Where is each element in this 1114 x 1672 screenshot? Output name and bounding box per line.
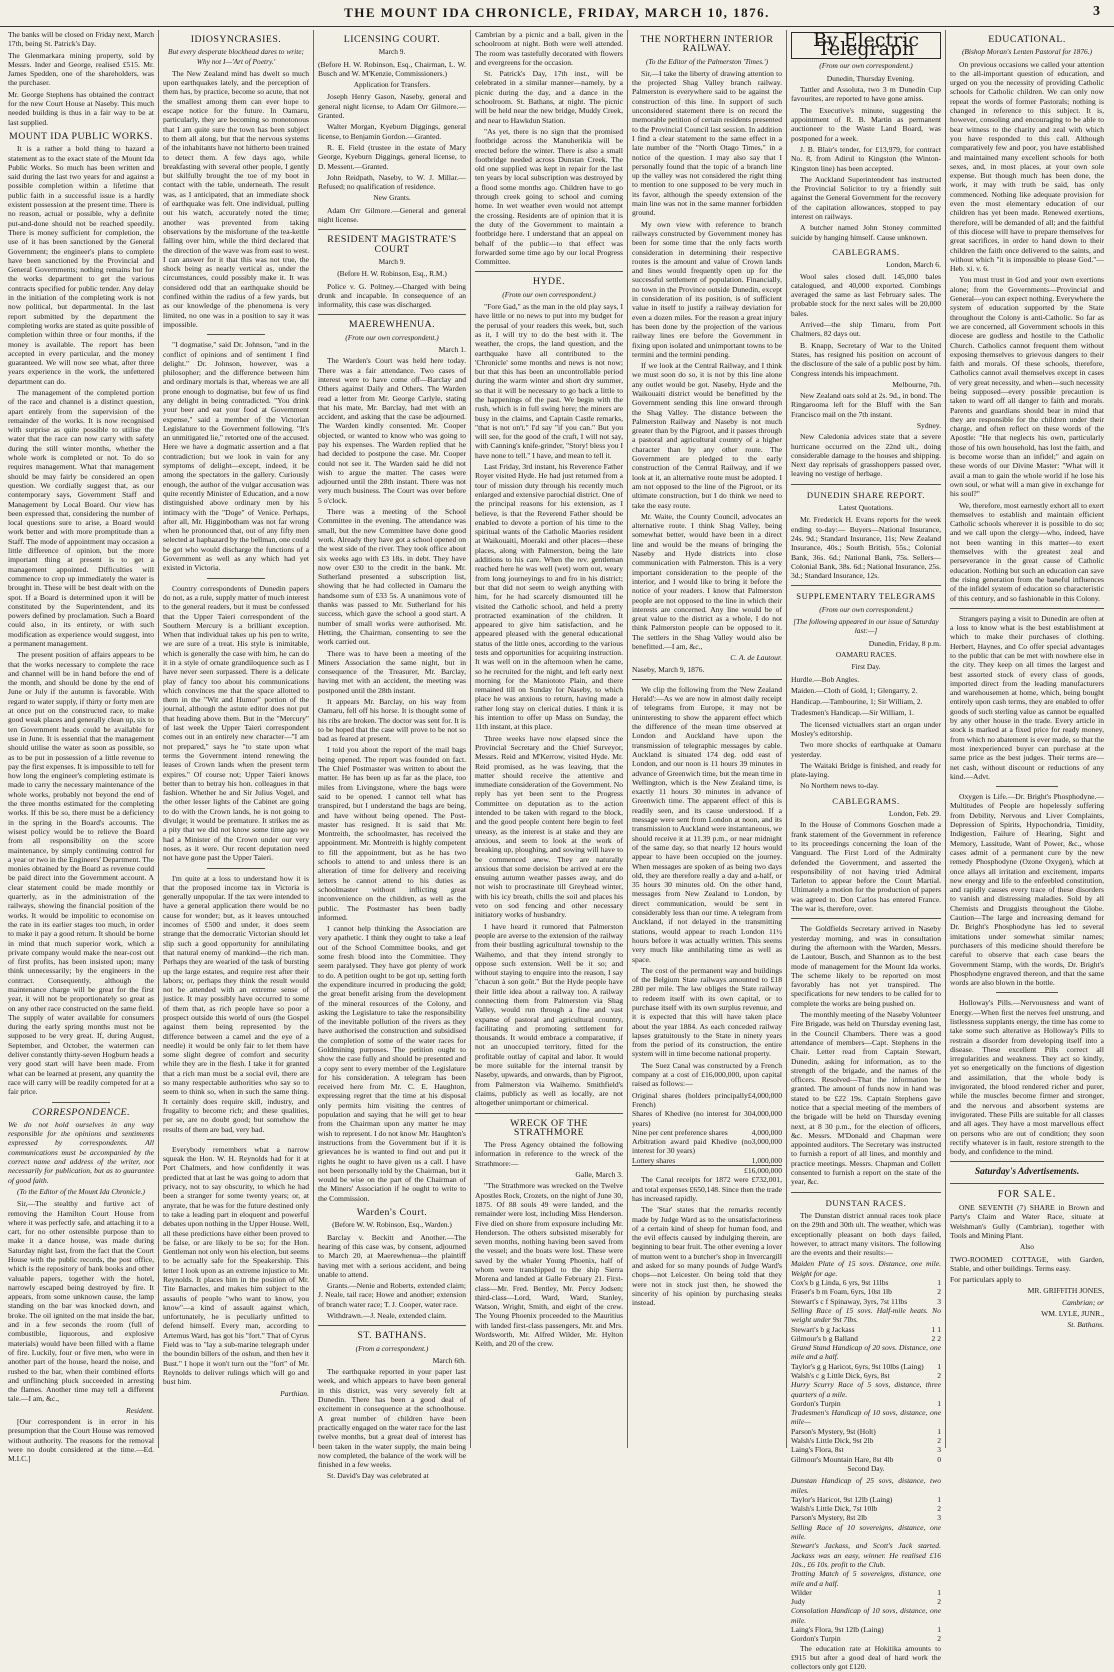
subheading: First Day.	[851, 662, 881, 672]
bench-note: (Before H. W. Robinson, Esq., Chairman, L. W. Busch and W. M'Kenzie, Commissioners.)	[318, 59, 466, 78]
divider	[791, 585, 941, 586]
article-paragraph: The Warden's Court was held here today. There was a fair attendance. Two cases of interest were to have come off—Barclay and Others against Daily and Others. The Warden read a letter from Mr. George Carlyle, stating that his mate, Mr. Barclay, had met with an accident, and asking that the case be adjourned. The Warden kindly consented. Mr. Cooper objected, or wanted to know who was going to pay his expenses. The Warden replied that he had decided to postpone the case. Mr. Cooper could not see it. The Warden said he did not wish to argue the matter. The cases were adjourned until the 28th instant. There was not very much business. The Court was over before 5 o'clock.	[318, 356, 466, 505]
race-entry: Gordon's Turpin	[791, 1398, 841, 1408]
divider	[52, 1102, 110, 1103]
court-item: Walter Morgan, Kyeburn Diggings, general license, to Benjamin Gordon.—Granted.	[318, 122, 466, 141]
race-entry: Fraser's b m Foam, 6yrs, 10st 1lb	[791, 1287, 892, 1297]
editorial-note: [The following appeared in our issue of Saturday last:—]	[793, 617, 939, 636]
article-paragraph: You must trust in God and your own exertions alone; from the Governments—Provincial and General—you can expect nothing. Everywhere the system of education supported by the State throughout the Colony is anti-Catholic. So far as we are concerned, all Government schools in this diocese are godless and hostile to the Catholic Church. Catholics cannot frequent them without exposing themselves to grievous dangers to their faith and morals. Of these schools, therefore, Catholics cannot avail themselves except in cases of very great necessity, and when—such necessity being supposed—every possible precaution is taken to ward off all danger to faith and morals. Parents and guardians should bear in mind that they are responsible for the children under their charge, and often reflect on these words of the Apostle: "He that neglects his own, particularly those of his own household, has lost the faith, and is become worse than an infidel;" and again on these words of our Divine Master: "What will it avail a man to gain the whole world if he lose his own soul, or what will a man give in exchange for his soul?"	[950, 275, 1104, 499]
race-results-day1	[791, 1259, 941, 1464]
telegram-item: Handicap.—Tambourine, 1; Sir William, 2.	[791, 697, 923, 707]
letter-body: Mr. Waite, the County Council, advocates an alternative route. I think Shag Valley, being somewhat better, would have been in a direct line and would be the means of bringing the Naseby and Hyde districts into close communication with Palmerston. This is a very important consideration to the people of the interior, and I would like to bring it before the notice of your readers. I know that Palmerston people are not opposed to the line in which their interests are concerned. Any line would be of great value to the district as a whole, I do not think Palmerston people can be opposed to it. The settlers in the Shag Valley would also be benefitted.—I am, &c.,	[632, 511, 782, 651]
dateline: March 9.	[378, 47, 406, 57]
race-entry: Hurry Scurry Race of 5 sovs, distance, three quarters of a mile.	[791, 1380, 941, 1399]
race-entry: Gordon's Turpin	[791, 1634, 841, 1644]
suez-row	[632, 1091, 782, 1110]
ad-contact: Cambrian; or	[1062, 1297, 1104, 1307]
suez-total-row	[632, 1165, 782, 1175]
dateline: Melbourne, 7th.	[892, 379, 941, 389]
dateline: March 1.	[438, 345, 466, 355]
news-note: The banks will be closed on Friday next, March 17th, being St. Patrick's Day.	[8, 30, 154, 49]
article-paragraph: The Goldfields Secretary arrived in Naseby yesterday morning, and was in consultation during the afternoon with the Warden, Messrs. de Lautour, Busch, and Shannon as to the best mode of management for the Mount Ida works. The scheme likely to be reported on most favorably has not yet transpired. The specifications for new tenders to be called for to complete the works are being pushed on.	[791, 924, 941, 1008]
advertisement: Strangers paying a visit to Dunedin are often at a loss to know what is the best establishment at which to make their purchases of clothing. Herbert, Haynes, and Co offer special advantages to the public that can be met with nowhere else in the city. They keep on all times the largest and best assorted stock of every class of goods, imported direct from the leading manufacturers and warehousemen at home, which, being bought entirely upon cash terms, they are enabled to offer goods of such sterling value as cannot be equalled by any other house in the trade. Every article in stock is marked at a fixed price for ready money, from which no abatement is ever made, so that the most inexperienced buyer can purchase at the same price as the best judges. Their terms are—net cash, without discount or reductions of any kind.—Advt.	[950, 613, 1104, 781]
article-paragraph: Everybody remembers what a narrow squeak the Hon. W. H. Reynolds had for it at Port Chalmers, and how confidently it was predicted that at last he was going to adorn that privacy, not to say obscurity, to which he had been a stranger for some twenty years; or, at anyrate, that he was for the future destined only to take a leading part in eloquent and powerful debates upon nothing in the Upper House. Well, all these predictions have either been proved to be false, or are likely to be so; for the Hon. Gentleman not only won his election, but seems to be actually safe for the Speakership. This letter I look upon as an extreme injustice to Mr. Reynolds. It places him in the position of Mr. Tite Barnacles, and makes him subject to the assaults of people "who want to know, you know"—a kind of assault against which, unfortunately, he is peculiarly unfitted to defend himself. Every man, according to Artemus Ward, has got his "fort." That of Cyrus Field was to "lay a sub-marine telegraph under the boundin billers of the oshun, and then hev it Bust." I hope it won't turn out the "fort" of Mr. Reynolds to deliver rulings which will go and bust him.	[163, 1144, 309, 1387]
race-result-row	[791, 1399, 941, 1408]
column-5	[632, 30, 782, 1448]
dateline: March 9.	[378, 256, 406, 266]
race-placing: 2	[937, 1597, 941, 1607]
column-4	[475, 30, 623, 1448]
telegram-item: A butcher named John Stoney committed suicide by hanging himself. Cause unknown.	[791, 223, 941, 242]
article-paragraph: The Dunstan district annual races took place on the 29th and 30th ult. The weather, which was exceptionally pleasant on both days failed, however, to attract many visitors. The following are the events and their results:—	[791, 1210, 941, 1258]
telegram-item: Maiden.—Cloth of Gold, 1; Glengarry, 2.	[791, 685, 918, 695]
editorial-note: We do not hold ourselves in any way responsible for the opinions and sentiments expressed by correspondents. All communications must be accompanied by the correct name and address of the writer, not necessarily for publication, but as to guarantee of good faith.	[8, 1119, 154, 1185]
letter-signature: Resident.	[125, 1405, 154, 1415]
race-placing: 1	[937, 1398, 941, 1408]
court-item: R. E. Field (trustee in the estate of Mary George, Kyeburn Diggings, general license, to D. Messent.—Granted.	[318, 142, 466, 171]
dateline: Naseby, March 9, 1876.	[632, 664, 705, 674]
article-paragraph: We, therefore, most earnestly exhort all to exert themselves to establish and maintain efficient Catholic schools wherever it is possible to do so; and we call upon the clergy—who, indeed, have not been wanting in this matter—to exert themselves with the greatest zeal and perseverance in the great cause of Catholic education. Nothing but such an education can save the rising generation from the baneful influences of the infidel system of education so characteristic of this century, and so fashionable in this Colony.	[950, 500, 1104, 603]
column-rule	[627, 30, 628, 1448]
ad-contact: MR. GRIFFITH JONES,	[1027, 1286, 1104, 1296]
race-entry: Walsh's Little Dick, 7st 10lb	[791, 1504, 878, 1514]
race-entry: Cox's b g Linda, 6 yrs, 9st 11lbs	[791, 1278, 889, 1288]
byline: (From our own correspondent.)	[819, 60, 913, 70]
race-entry: Dunstan Handicap of 25 sovs, distance, two miles.	[791, 1476, 941, 1495]
race-entry: Taylor's Haricot, 9st 12lb (Laing)	[791, 1494, 893, 1504]
section-heading: THE NORTHERN INTERIOR RAILWAY.	[640, 34, 774, 55]
suez-row	[632, 1128, 782, 1137]
race-placing: 1	[937, 1361, 941, 1371]
divider	[207, 578, 265, 579]
race-result-row	[791, 1455, 941, 1464]
divider	[950, 608, 1104, 609]
article-paragraph: The monthly meeting of the Naseby Volunteer Fire Brigade, was held on Thursday evening last, in the Council Chambers. There was a good attendance of members—Capt. Stephens in the Chair. Letter read from Captain Stewart, Dunedin, asking for information, as to the strength of the brigade, and the names of the officers. Resolved—That the information be granted. The amount of funds now in hand was stated to be £22 19s. Captain Stephens gave notice that a special meeting of the members of the brigade will be held on Thursday evening next, at 8 30 p.m., for the election of officers, &c. Messrs. M'Donald and Chapman were appointed auditors. The Secretary was instructed to furnish a report of all lines, and monthly and practice meetings. Messrs. Chapman and Collett consented to furnish a report on the state of the year, &c.	[791, 1010, 941, 1187]
article-paragraph: The Suez Canal was constructed by a French company at a cost of £16,000,000, upon capital raised as follows:—	[632, 1060, 782, 1089]
article-paragraph: "I dogmatise," said Dr. Johnson, "and in the conflict of opinions and of sentiment I find delight." Dr. Johnson, however, was a philosopher; and the difference between him and ordinary mortals is that, whereas we are all prone enough to dogmatise, but few of us find any delight in being contradicted. "You drink your beer and eat your food at Government expense," said a member of the Victorian Legislature to the Government following. "It's an unmitigated lie," retorted one of the accused. Here we have a dogmatic assertion and a flat contradiction; but we look in vain for any symptoms of delight—except, indeed, it be among the spectators in the gallery. Curiously enough, the author of the vulgar accusation was quite recently Minister of Education, and a now distinguished above ordinary men by his intimacy with the "Doge" of Venice. Perhaps, after all, Mr. Higginbotham was not far wrong when he pronounced that, out of any fifty men selected at haphazard by the bellman, one could be got who would discharge the functions of a Government as well as any which had yet existed in Victoria.	[163, 340, 309, 573]
article-paragraph: "The Strathmore was wrecked on the Twelve Apostles Rock, Crozets, on the night of June 30, 1875. Of 88 souls 49 were landed, and the remainder were lost, including Miss Henderson. Five died on shore from exposure including Mr. Henderson. The others subsisted miserably for seven months, nothing having been saved from the vessel; and the boats were lost. These were saved by the whaler Young Phoenix, half of whom were transhipped to the ship Sierra Morena and landed at Galle February 21. First-class—Mr. Fred. Bentley, Mr. Percy Jodsen; third-class—Lord, Ward, Ward, Stanley, Watson, Wright, Smith, and eight of the crew. The Young Phoenix proceeded to the Mauritius with landed first-class passengers, Mr. and Mrs. Wordsworth, Mr. Alfred Wilder, Mr. Hylton Keith, and 20 of the crew.	[475, 1181, 623, 1349]
race-result-row	[791, 1371, 941, 1380]
divider	[950, 1183, 1104, 1184]
telegram-item: B. Knapp, Secretary of War to the United States, has resigned his position on account of the disclosure of the sale of a public post by him. Congress intends his impeachment.	[791, 340, 941, 378]
divider	[475, 1113, 623, 1114]
letter-body: If we look at the Central Railway, and I think we must soon do so, it is not by this line alone any outlet would be got. Naseby, Hyde and the Waikouaiti district would be benefitted by the Government sending this line onward through the Shag Valley. The distance between the Palmerston Railway and Naseby is not much greater than by the Pigroot, and it passes through a pastoral and agricultural country of a higher character than by any other route. The Government are pledged to the early construction of the Central Railway, and if we look at it, an alternative route must be adopted. I am not opposed to the line of the Pigroot, or its ultimate construction, but I do think we need to take the easy route.	[632, 361, 782, 510]
subheading: Second Day.	[847, 1463, 885, 1473]
dateline: Dunedin, Friday, 8 p.m.	[868, 638, 941, 648]
divider	[318, 1325, 466, 1326]
section-heading: ST. BATHANS.	[357, 1330, 427, 1342]
subheading: Application for Transfers.	[353, 80, 431, 90]
masthead	[0, 0, 1114, 27]
dateline: Dunedin, Thursday Evening.	[826, 73, 915, 83]
ad-text: For particulars apply to	[950, 1275, 1022, 1285]
advertisement: Oxygen is Life.—Dr. Bright's Phosphodyne.—Multitudes of People are hopelessly suffering from Debility, Nervous and Liver Complaints, Depression of Spirits, Hypochondria, Timidity, Indigestion, Failure of Hearing, Sight and Memory, Lassitude, Want of Power, &c., whose cases admit of a permanent cure by the new remedy Phosphodyne (Ozone Oxygen), which at once allays all irritation and excitement, imparts new energy and life to the enfeebled constitution, and rapidly causes every trace of these disorders to vanish and distressing maladies. Sold by all Chemists and Druggists throughout the Globe. Caution—The large and increasing demand for Dr. Bright's Phosphodyne has led to several imitations under somewhat similar names; purchasers of this medicine should therefore be careful to observe that each case bears the Government Stamp, with the words, Dr. Bright's Phosphodyne engraved thereon, and that the same words are also blown in the bottle.	[950, 792, 1104, 988]
race-placing: 1	[937, 1587, 941, 1597]
article-paragraph: I cannot help thinking the Association are very apathetic. I think they ought to take a leaf out of the School Committee books, and get some fresh blood into the Committee. They seem paralysed. They have got plenty of work to do. A petition ought to be got up, setting forth the expenditure incurred in producing the gold; the great benefit arising from the development of the mineral resources of the Colony, and asking the Legislature to take the responsibility of the inevitable pollution of the rivers as they have authorised the construction and subsidised the completion of some of the water races for Goldmining purposes. The petition ought to show the case fully and should be presented and a copy sent to every member of the Legislature for his consideration. A telegram has been received here from Mr. C. E. Haughton, expressing regret that the time at his disposal only permits him visiting the centres of population and saying that he will get to hear from the Chairman upon any matter he may wish to represent. I do not know Mr. Haughton's instructions from the Government but if it is grievances he is wanted to find out and put it rights he ought to have given us a call. I have not been personally told by the Chairman, but it would be wise on the part of the Chairman of the Miners' Association if he ought to write to the Commission.	[318, 924, 466, 1203]
race-entry: Stewart's c f Spinaway, 3yrs, 7st 11lbs	[791, 1296, 908, 1306]
suez-label: Arbitration award paid Khedive (no interest for 30 years)	[632, 1137, 752, 1156]
article-paragraph: There was to have been a meeting of the Miners Association the same night, but in consequence of the Treasurer, Mr. Barclay, having met with an accident, the meeting was postponed until the 28th instant.	[318, 648, 466, 695]
subheading: CABLEGRAMS.	[832, 246, 900, 257]
article-paragraph: On previous occasions we called your attention to the all-important question of education, and urged on you the necessity of providing Catholic schools for Catholic children. We can only now repeat the words of former Pastorals; nothing is changed in reference to this subject. It is, however, consoling and encouraging to be able to bear witness to the charity and zeal with which you have responded to this call. Although comparatively few and poor, you have established and maintained many excellent schools for both sexes, and, in most places, at your own sole expense. But though much has been done, the work, it may with truth be said, has only commenced. Nothing like adequate provision for even the most elementary education of our children has yet been made. Renewed exertions, therefore, will be demanded of all; and the faithful of this diocese will have to prepare themselves for great sacrifices, in order to hand down to their children the faith once delivered to the saints, and without which "it is impossible to please God."—Heb. xi. v. 6.	[950, 59, 1104, 274]
telegram-item: Tradesmen's Handicap.—Sir William, 1.	[791, 708, 914, 718]
suez-label: Original shares (holders principally French)	[632, 1090, 748, 1109]
race-result-row	[791, 1569, 941, 1588]
divider	[791, 484, 941, 485]
article-paragraph: The Press Agency obtained the following information in reference to the wreck of the Strathmore:—	[475, 1140, 623, 1168]
race-entry: Gilmour's Mountain Hare, 8st 4lb	[791, 1454, 894, 1464]
column-1	[8, 30, 154, 1464]
suez-total: £16,000,000	[744, 1166, 782, 1176]
race-placing: 2	[937, 1634, 941, 1644]
section-heading: LICENSING COURT.	[343, 34, 441, 45]
subheading: New Grants.	[373, 193, 411, 203]
race-result-row	[791, 1634, 941, 1643]
race-entry: Laing's Flora, 9st 12lb (Laing)	[791, 1625, 884, 1635]
telegram-item: The Auckland Superintendent has instructed the Provincial Solicitor to try a friendly suit against the General Government for the recovery of the capitation allowances, stopped to pay interest on railways.	[791, 174, 941, 222]
dateline: Sydney.	[916, 420, 941, 430]
article-paragraph: It appears Mr. Barclay, on his way from Oamaru, fell off his horse. It is thought some of his ribs are broken. The doctor was sent for. It is to be hoped that the case will prove to be not so bad as feared at present.	[318, 697, 466, 744]
race-entry: Selling Race of 10 sovereigns, distance, one mile.	[791, 1522, 941, 1542]
article-paragraph: "Fore Gad," as the man in the old play says, I have little or no news to put into my budget for the perusal of your readers this week, but, such as it, I will try to do the best with it. The weather, the crops, the land question, and the earthquake have all contributed to the 'Chronicle' some months and news is not now; but that this has been an uncontrollable period during the warm winter and short dry summer, so that it will be necessary to go back a little to the happenings of the past. We begin with the rush, which is in full swing here; the miners are busy in the claims, and Captain Castle remarks, "that is not on't." I'd say "if you can." But you will see, for the good of the craft, I will not say, with Canning's knife-grinder, "Story! bless you I have none to tell." I have, and mean to tell it.	[475, 302, 623, 460]
race-entry: Taylor's g g Haricot, 6yrs, 9st 10lbs (Laing)	[791, 1361, 924, 1371]
article-paragraph: I'm quite at a loss to understand how it is that the proposed income tax in Victoria is generally unpopular. If the tax were intended to have a general application there would be no cause for wonder; but, as it leaves untouched incomes of £500 and under, it does seem strange that the democratic Victorian should let slip such a good opportunity for annihilating that natural enemy of mankind—the rich man. Perhaps they are wearied of the task of bursting up the large estates, and require rest after their labors; or, perhaps they think the result would not be attended with an extreme sense of justice. It may possibly have occurred to some of them that, as rich people have so poor a prospect outside this world of ours (the Gospel against them being represented by the difference between a camel and the eye of a needle) it would be only fair to let them have some slight degree of comfort and security while they are in the flesh. I take it for granted that a rich man must be a social evil, there are so many respectable authorities who say so to seem to think so, when in such the same thing. It certainly does require skill, industry, and frugality to become rich; and these qualities, per se, are no doubt good; but somehow the results of them are bad, very bad.	[163, 873, 309, 1134]
divider	[207, 334, 265, 335]
telegram-item: Wool sales closed dull. 145,000 bales catalogued, and 40,000 exported. Combings averaged the same as last February sales. The probable stock for the next sales will be 20,000 bales.	[791, 271, 941, 318]
section-heading: EDUCATIONAL.	[988, 34, 1066, 45]
suez-amount: 3,000,000	[751, 1137, 782, 1147]
article-paragraph: I have heard it rumored that Palmerston people are averse to the extension of the railway from their bustling agricultural township to the Waihemo, and that they intend strongly to oppose such extension. Well be it so; and without staying to enquire into the reason, I say "chacun à son goût." But the Hyde people have their little idea about a railway too. A railway connecting them from Palmerston via Shag Valley, would run through a fine and vast expanse of pastoral and agricultural country, facilitating and promoting settlement for thousands. It would embrace a comparative, if not an unoccupied territory, fitted for the profitable outlay of capital and labor. It would be more suitable for the internal transit by Naseby, upwards, and onwards, than by Pigroot, from Palmerston via Waihemo. Smithfield's claims, publicly as well as locally, are not altogether unimportant or chimerical.	[475, 921, 623, 1108]
divider	[996, 786, 1058, 787]
article-paragraph: The Canal receipts for 1872 were £732,001, and total expenses £650,148. Since then the trade has increased rapidly.	[632, 1175, 782, 1203]
suez-label: Shares of Khedive (no interest for 30 years)	[632, 1109, 752, 1128]
race-entry: Judy	[791, 1597, 806, 1607]
telegram-item: The Waitaki Bridge is finished, and ready for plate-laying.	[791, 760, 941, 780]
article-paragraph: Three weeks have now elapsed since the Provincial Secretary and the Chief Surveyor, Messrs. Reid and M'Kerrow, visited Hyde. Mr. Reid promised, as he was leaving, that the matter should receive the attentive and immediate consideration of the Government. No reply has yet been sent to the Progress Committee on deputation as to the action intended to be taken with regard to the block, and the good people content here begin to feel uneasy, as the interest is at stake and they are anxious, and seem to look at the work of breaking up, ploughing, and sowing will have to be commenced anew. They are naturally anxious that some decision be arrived at ere the ensuing autumn weather passes away, and do not wish to procrastinate till Greyhead winter, with his icy breath, chills the soil and places his veto on sod fencing and other necessary initiatory works of husbandry.	[475, 733, 623, 920]
race-placing: 1	[937, 1625, 941, 1635]
column-6	[791, 29, 941, 1672]
divider	[318, 229, 466, 230]
race-result-row	[791, 1334, 941, 1343]
section-heading: IDIOSYNCRASIES.	[190, 34, 282, 45]
article-paragraph: The management of the completed portion of the race and channel is a distinct question, apart entirely from the supervision of the remainder of the works. It is now recognised with surprise as quite possible to utilise the water that the race can now carry with safety during the still winter months, whether the whole work is completed or not. To do so requires management. What that management should be may fairly be considered an open question. We cordially suggest that, as our contemporary says, Government Staff and Management by Local Board. Our view has been expressed that, considering the number of local questions sure to arise, a Board would work better and with more promptitude than a Staff. The mode of appointment may occasion a little difference of opinion, but the more important thing at present is to get a management appointed. Difficulties will commence to crop up immediately the water is brought in. These will be best dealt with on the spot. If a Board is determined upon it will be constituted by the Superintendent, and its powers defined by proclamation. Such a Board could also, in its entirety, or with such modification as experience would suggest, into a permanent management.	[8, 387, 154, 648]
masthead-title: THE MOUNT IDA CHRONICLE, FRIDAY, MARCH 10, 1876.	[344, 5, 770, 20]
suez-table	[632, 1091, 782, 1176]
telegram-item: Two more shocks of earthquake at Oamaru yesterday.	[791, 740, 941, 759]
race-result-row	[791, 1625, 941, 1634]
suez-label: Nine per cent preference shares	[632, 1127, 728, 1137]
race-result-row	[791, 1380, 941, 1399]
court-item: Joseph Henry Gason, Naseby, general and general night license, to Adam Orr Gilmore.—Granted.	[318, 92, 466, 121]
suez-row	[632, 1137, 782, 1156]
article-paragraph: Country correspondents of Dunedin papers do not, as a rule, supply matter of much interest to the general readers, but it must be confessed that the Upper Taieri correspondent of the Southern Mercury is a brilliant exception. When that individual takes up his pen to write, we are sure of a treat. His style is inimitable, which is generally the case with him, he can do it in a style of ornate grandiloquence such as I have never seen surpassed. There is a delicate play of fancy too about his communications which convinces me that the space allotted to them in the "Wit and Humor" portion of the journal, although the astute editor does not put that heading above them. But in the "Mercury" of last week the Upper Taieri correspondent comes out in an entirely new character—"I am not prepared," says he "to state upon what terms the Government intend renewing the leases of Crown lands when the present term expires." Of course not; Upper Taieri knows better than to betray his hon. colleagues in that fashion. Whether he and Sir Julius Vogel, and the other lesser lights of the Cabinet are going to do with the Crown lands, he is not going to divulge; it would be premature. It strikes me as a pity that we did not know some time ago we had a Minister of the Crown under our very noses, as it were. Our recent deputation need not have gone past the Upper Taieri.	[163, 583, 309, 863]
article-paragraph: There was a meeting of the School Committee in the evening. The attendance was small, but the new Committee have done good work. Already they have got a school opened on the west side of the river. They took office about six weeks ago with £3 18s. in debt. They have now over £30 to the credit in the bank. Mr. Sutherland presented a subscription list, showing that he had collected in Oamaru the handsome sum of £33 5s. A unanimous vote of thanks was passed to Mr. Sutherland for his success, which gave the school a good start. A number of small works were authorised. Mr. Hetting, the Chairman, consenting to see the work carried out.	[318, 507, 466, 647]
race-placing: 0	[937, 1454, 941, 1464]
race-result-row	[791, 1504, 941, 1513]
advertisement: Holloway's Pills.—Nervousness and want of Energy.—When first the nerves feel unstrung, and listlessness supplants energy, the time has come to take some such alterative as Holloway's Pills to restrain a disorder from developing itself into a disease. These excellent Pills correct all irregularities and weakness. They act so kindly, yet so energetically on the functions of digestion and assimilation, that the whole body is invigorated, the blood rendered richer and purer, while the muscles become firmer and stronger, and the nervous and absorbent systems are invigorated. These Pills are suitable for all classes and all ages. They have a most marvellous effect on persons who are out of condition; they soon rectify whatever is in fault, restore strength to the body, and confidence to the mind.	[950, 998, 1104, 1157]
section-heading: Saturday's Advertisements.	[974, 1167, 1080, 1178]
court-item: John Reidpath, Naseby, to W. J. Millar.—Refused; no qualification of residence.	[318, 172, 466, 192]
section-heading: RESIDENT MAGISTRATE'S COURT	[327, 234, 457, 255]
court-item: Withdrawn.—J. Neale, extended claim.	[327, 1311, 447, 1320]
sale-ad-text: ONE SEVENTH (7) SHARE in Brown and Party's Claim and Water Race, situate at Welshman's Gully (Cambrian), together with Tools and Mining Plant.	[950, 1203, 1104, 1240]
news-note: Mr. George Stephens has obtained the contract for the new Court House at Naseby. This much needed building is thus in a fair way to be at last supplied.	[8, 89, 154, 127]
divider	[950, 1161, 1104, 1162]
byline: (From our own correspondent.)	[345, 332, 439, 342]
race-entry: Walsh's c g Little Dick, 6yrs, 8st	[791, 1371, 890, 1380]
race-result-row	[791, 1343, 941, 1362]
suez-row	[632, 1109, 782, 1128]
share-report: Mr. Frederick H. Evans reports for the week ending to-day:— Buyers—National Insurance, 24s. 9d.; Standard Insurance, 11s; New Zealand Insurance, 40s.; South British, 55s.; Colonial Bank, 36s. 6d.; National Bank, 75s. Sellers—Colonial Bank, 38s. 6d.; National Insurance, 25s. 3d.; Standard Insurance, 12s.	[791, 515, 941, 581]
section-heading: MOUNT IDA PUBLIC WORKS.	[9, 130, 153, 142]
race-entry: Laing's Flora, 8st	[791, 1445, 844, 1455]
divider	[207, 868, 265, 869]
letter-address: (To the Editor of the Palmerston 'Times.')	[645, 56, 769, 66]
column-3	[318, 30, 466, 1481]
suez-amount: 4,000,000	[751, 1127, 782, 1137]
section-heading: CORRESPONDENCE.	[31, 1106, 131, 1118]
race-placing: 2 2	[931, 1333, 941, 1343]
subheading: Latest Quotations.	[838, 503, 894, 513]
section-heading: Warden's Court.	[356, 1207, 428, 1219]
race-entry: Parson's Mystery, 9st (Holt)	[791, 1426, 876, 1436]
telegram-item: Hurdle.—Bob Angles.	[791, 674, 860, 684]
editorial-note: [Our correspondent is in error in his presumption that the Court House was removed without authority. The reasons for the removal were no doubt considered at the time.—Ed. M.I.C.]	[8, 1417, 154, 1464]
race-entry: Grand Stand Handicap of 20 sovs. Distance, one mile and a half.	[791, 1343, 941, 1362]
race-result-row	[791, 1436, 941, 1445]
column-rule	[313, 30, 314, 1448]
column-rule	[470, 30, 471, 1448]
byline: (From our own correspondent.)	[502, 289, 596, 299]
race-entry: Maiden Plate of 15 sovs. Distance, one mile. Weight for age.	[791, 1259, 941, 1278]
divider	[632, 679, 782, 680]
section-heading: MAEREWHENUA.	[348, 319, 436, 331]
race-entry: Selling Race of 15 sovs. Half-mile heats. No weight under 9st 7lbs.	[791, 1305, 941, 1325]
dateline: Galle, March 3.	[575, 1170, 623, 1180]
divider	[791, 918, 941, 919]
sale-ad-text: TWO-ROOMED COTTAGE, with Garden, Stable, and other buildings. Terms easy.	[950, 1254, 1104, 1273]
letter-body: Sir,—The stealthy and furtive act of removing the Hamilton Court House from where it was perfectly safe, and attaching it to a cart, for no other ostensible purpose than to make it a dance house, was made during Saturday night last, from the fact that the Court House with the public records, the post office, which is the repository of bank books and other valuable papers, together with the hotel, narrowly escaped being destroyed by fire. It appears, from some unknown cause, the lamp standing on the bar was knocked down, and broke. The oil ignited on the mat inside the bar, and in a few seconds the room (full of combustible, liquorous, and explosive materials) would have been filled with a flame of fire. Luckily, four or five men, who were in another part of the house, heard the noise, and rushed to the bar, when their combined efforts and unflinching pluck succeeded in arresting the flames. Another time may tell a different tale.—I am, &c.,	[8, 1199, 154, 1404]
telegraph-banner: By Electric Telegraph	[791, 32, 941, 59]
dateline: March 6th.	[432, 1355, 466, 1365]
column-2	[163, 30, 309, 1448]
race-placing: 1	[937, 1494, 941, 1504]
ad-text: Also	[1020, 1242, 1034, 1252]
telegram-item: No Northern news to-day.	[800, 781, 879, 791]
race-result-row	[791, 1606, 941, 1625]
suez-amount: £4,000,000	[747, 1090, 782, 1100]
race-entry: Stewart's Jackass, and Scott's Jack started. Jackass was an easy, winner. He realised £16 10s., £6 10s. profit to the Club.	[791, 1541, 941, 1569]
telegram-item: J. B. Blair's tender, for £13,979, for contract No. 8, from Adirul to Kingston (the Winton-Kingston line) has been accepted.	[791, 144, 941, 173]
divider	[996, 992, 1058, 993]
ad-heading: FOR SALE.	[997, 1188, 1057, 1200]
race-result-row	[791, 1445, 941, 1454]
subheading: DUNSTAN RACES.	[825, 1197, 907, 1208]
dateline: London, Feb. 29.	[888, 809, 941, 819]
news-note: The Glenmarkara mining property, sold by Messrs. Inder and George, realised £515. Mr. James Spedden, one of the shareholders, was the purchaser.	[8, 50, 154, 88]
telegram-item: New Caledonia advices state that a severe hurricane occurred on the 22nd ult., doing considerable damage to the houses and shipping. Next day reprisals of grasshoppers passed over, leaving no vestige of herbage.	[791, 432, 941, 479]
race-result-row	[791, 1297, 941, 1306]
race-placing: 2	[937, 1436, 941, 1446]
letter-signature: C. A. de Lautour.	[730, 653, 782, 663]
court-item: Grants.—Nenie and Roberts, extended claim; J. Neale, tail race; Howe and another; extension of branch water race; T. J. Cooper, water race.	[318, 1281, 466, 1309]
race-placing: 1	[937, 1426, 941, 1436]
letter-body: Sir,—I take the liberty of drawing attention to the projected Shag Valley branch railway. Palmerston is everywhere said to be against the construction of this line. In support of such unconsidered statement there is on record the memorable petition of certain residents presented to the Provincial Council last session. In addition I find a clear statement to the same effect in a late number of the "North Otago Times," in a notice of the question. I may also say that I personally found that the topic of a branch line up the valley was not considered the right thing to mention to one supposed to be very much in its favor, although the speedy extension of the main line was not in the same manner forbidden ground.	[632, 68, 782, 218]
court-item: Adam Orr Gilmore.—General and general night license.	[318, 205, 466, 225]
race-entry: Stewart's b g Jackass	[791, 1324, 855, 1334]
page-number: 3	[1093, 4, 1100, 19]
column-rule	[786, 30, 787, 1448]
race-entry: Walsh's Little Dick, 9st 2lb	[791, 1436, 874, 1446]
article-paragraph: The earthquake reported in your paper last week, and which appears to have been general in this district, was very severely felt at Dunedin. There has been a good deal of excitement in consequence at the schoolhouse. A great number of children have been practically engaged on the water race for the last twelve months, but a great deal of interest has been taken in the water supply, the main being now completed, the balance of the work will be finished in a few weeks.	[318, 1367, 466, 1470]
race-result-row	[791, 1287, 941, 1296]
article-paragraph: The education rate at Hokitika amounts to £915 but after a good deal of hard work the collectors only got £120.	[791, 1643, 941, 1672]
divider	[475, 271, 623, 272]
byline: (From our own correspondent.)	[819, 604, 913, 614]
race-entry: Consolation Handicap of 10 sovs, distance, one mile.	[791, 1606, 941, 1625]
ad-contact: St. Bathans.	[1067, 1320, 1104, 1330]
race-result-row	[791, 1523, 941, 1542]
race-placing: 3	[937, 1296, 941, 1306]
race-entry: Tradesmen's Handicap of 10 sovs, distance, one mile—	[791, 1408, 941, 1427]
race-placing: 2	[937, 1504, 941, 1514]
race-result-row	[791, 1362, 941, 1371]
suez-row	[632, 1156, 782, 1165]
subheading: OAMARU RACES.	[835, 649, 897, 659]
article-paragraph: I told you about the report of the mail bags being opened. The report was founded on fact. The Chief Postmaster was written to about the matter. He has been up as far as the place, too miles from Livingstone, where the bags were said to be opened. I cannot tell what has transpired, but I understand the bags are being, and have without being opened. The Post-master has resigned. It is said that Mr. Montreith, the schoolmaster, has received the appointment. Mr. Montreith is highly competent to fill the appointment, but as he has two schools to attend to and unless there is an alteration of time for delivery and receiving letters he cannot attend to his duties as schoolmaster without inflicting great inconvenience on the children, as well as the public. The Postmaster has been badly informed.	[318, 745, 466, 922]
article-paragraph: The 'Star' states that the remarks recently made by Judge Ward as to the unsatisfactoriness of a certain kind of sheep for human food, and the evil effects caused by indulging therein, are beginning to bear fruit. The other evening a lover of mutton went to a butcher's shop in Invercargill and asked for so many pounds of Judge Ward's chops—not Leicester. On being told that they were not in stock just then, he showed the sincerity of his opinion by purchasing steaks instead.	[632, 1205, 782, 1308]
race-placing: 1	[937, 1278, 941, 1288]
subheading: DUNEDIN SHARE REPORT.	[806, 489, 926, 500]
telegram-item: Arrived—the ship Timaru, from Port Chalmers, 82 days out.	[791, 320, 941, 339]
bench-note: (Before W. W. Robinson, Esq., Warden.)	[332, 1220, 452, 1230]
letter-body: My own view with reference to branch railways constructed by Government money has been for some time that the only facts worth consideration in determining their respective routes is the amount and value of Crown lands and lines would frequently open up for the successful settlement of population. Financially, no town in the Province outside Dunedin, except in consideration of its position, is of sufficient value in itself to justify a railway deviation for even a dozen miles. For the reason a great injury has been done by the projection of the various railway lines ere before the Government in fixing upon isolated and unimportant towns to be termini and the termini pending.	[632, 219, 782, 359]
telegram-item: Tattler and Assoluta, two 3 m Dunedin Cup favourites, are reported to have gone amiss.	[791, 85, 941, 104]
court-item: Police v. G. Poltney.—Charged with being drunk and incapable. In consequence of an informality, this case was discharged.	[318, 281, 466, 310]
divider	[318, 314, 466, 315]
suez-label: Lottery shares	[632, 1155, 676, 1165]
race-placing: 3	[937, 1445, 941, 1455]
divider	[791, 1192, 941, 1193]
suez-amount: 1,000,000	[751, 1155, 782, 1165]
article-paragraph: We clip the following from the 'New Zealand Herald':—As we are now in almost daily receipt of telegrams from Europe, it may not be uninteresting to show the apparent effect which the difference of the mean time observed at London and Auckland have upon the transmission of telegraphic messages by cable. Auckland is situated 174 deg. odd east of London, and our noon is 11 hours 39 minutes in advance of Greenwich time, but the mean time in Wellington, which is the New Zealand time, is exactly 11 hours 30 minutes in advance of Greenwich time. The apparent effect of this is readily seen, and its cause understood. If a message were sent from London at noon, and its transmission to Auckland were instantaneous, we should receive it at 11.39 p.m., or near midnight of the same day, so that nearly 12 hours would appear to have been occupied on the journey. When messages are spoken of as being two days old, they are therefore really a day and a-half, or 35 hours 30 minutes old. On the other hand, messages from New Zealand to London, by direct communication, would be sent in considerably less than our time. A telegram from Auckland, if not delayed in the transmitting stations, would appear to reach London 11½ hours before it was actually written. This seems very much like annihilating time as well as space.	[632, 684, 782, 964]
column-rule	[158, 30, 159, 1448]
article-paragraph: "As yet, there is no sign that the promised footbridge across the Manuherikia will be erected before the winter. There is also a small footbridge needed across Dunstan Creek. The old one supplied was kept in repair for the last ten years by local subscription was destroyed by a flood some months ago. Children have to go through creek going to school and coming home. In wet weather even would not attempt the crossing. Residents are of opinion that it is the duty of the Government to maintain a footbridge here. I understand that an appeal on behalf of the public—to that effect was forwarded some time ago by our local Progress Committee.	[475, 126, 623, 267]
article-paragraph: Cambrian by a picnic and a ball, given in the schoolroom at night. Both were well attended. The room was tastefully decorated with flowers and evergreens for the occasion.	[475, 30, 623, 67]
article-paragraph: The cost of the permanent way and buildings of the Belgium State railways amounted to £18 280 per mile. The law obliges the State railway to redeem itself with its own capital, or to purchase itself with its own surplus revenue, and it is expected that this will have taken place about the year 1884. As each conceded railway lapses gratuitously to the State in ninety years from the period of its construction, the entire system will in time become national property.	[632, 965, 782, 1059]
dateline: London, March 6.	[886, 260, 941, 270]
race-placing: 1 1	[931, 1324, 941, 1334]
section-heading: WRECK OF THE STRATHMORE	[510, 1117, 588, 1138]
article-paragraph: The New Zealand mind has dwelt so much upon earthquakes lately, and the perception of them has, by practice, become so acute, that not the smallest among them can ever hope to escape notice for the future. In Oamaru, particularly, they are becoming so monotonous that I am quite sure the town has been subject to them all along, but that the nervous systems of the inhabitants have not hitherto been trained to detect them. A few days ago, while breakfasting with several other people, I gently but skilfully brought the toe of my boot in contact with the table, underneath. The result was, as I anticipated, that an immediate shock of earthquake was felt. One individual, pulling out his watch, accurately noted the time; another was prevented from taking observations by the misfortune of the tea-kettle falling over him, while the third declared that the direction of the wave was from east to west. I can answer for it that this was not true, the shock being as nearly vertical as, under the circumstances, could possibly make it. It was considered odd that an earthquake should be confined within the radius of a few yards, but as our knowledge of the phenomena is very limited, no one was in a position to say it was impossible.	[163, 68, 309, 329]
subheading: SUPPLEMENTARY TELEGRAMS	[796, 591, 936, 602]
race-entry: Wilder	[791, 1587, 812, 1597]
byline: (Bishop Moran's Lenten Pastoral for 1876.)	[961, 47, 1093, 57]
race-result-row	[791, 1476, 941, 1495]
article-paragraph: St. Patrick's Day, 17th inst., will be celebrated in a similar manner—namely, by a picnic during the day, and a dance in the schoolroom. St. Bathans, at night. The picnic will be held near the new bridge, Muddy Creek, and near to Hawkdun Station.	[475, 69, 623, 125]
race-result-row	[791, 1278, 941, 1287]
race-result-row	[791, 1259, 941, 1278]
column-rule	[945, 30, 946, 1448]
race-placing: 3	[937, 1513, 941, 1523]
suez-amount: 4,000,000	[751, 1109, 782, 1119]
race-result-row	[791, 1588, 941, 1597]
bench-note: (Before H. W. Robinson, Esq., R.M.)	[337, 269, 447, 279]
race-result-row	[791, 1597, 941, 1606]
race-placing: 2	[937, 1371, 941, 1380]
section-heading: HYDE.	[532, 276, 566, 288]
race-result-row	[791, 1495, 941, 1504]
race-result-row	[791, 1513, 941, 1522]
article-paragraph: It is a rather a bold thing to hazard a statement as to the exact state of the Mount Ida Public Works. So much has been written and said during the last two years for and against a possible completion within a lifetime that public faith in a successful issue is a hardly existent possession at the present time. There is no reason, actual or possible, why a definite put-and-done should not be reached speedily. There is money sufficient for completion, the use of it has been sanctioned by the General Government; the engineer's plans to complete have been sanctioned by the Provincial and General Governments; nothing remains but for the works department to get the various contracts specified for public tender. Any delay in the initiation of the completing work is not now political, but departmental. In the last report submitted by the department the completing works are stated as quite possible of completion within three or four months, if the money is available. The report has been accepted in every particular, and the money guaranteed. We will now see what, after three years experience in the work, the unfettered department can do.	[8, 144, 154, 386]
ad-contact: WM. LYLE, JUNR.,	[1041, 1309, 1104, 1318]
race-result-row	[791, 1306, 941, 1325]
telegram-item: In the House of Commons Goschen made a frank statement of the Government in reference to its proceedings concerning the loan of the Vanguard. The First Lord of the Admiralty defended the Government, and asserted the responsibility of not having tried Admiral Tarleton to appear before the Court Martial. Ultimately a motion for the production of papers was agreed to. Don Carlos has entered France. The war is, therefore, over.	[791, 820, 941, 914]
race-result-row	[791, 1408, 941, 1427]
article-paragraph: The present position of affairs appears to be that the works necessary to complete the race and channel will be in hand before the end of the month, and should be done by the end of June or July if the autumn is favorable. With regard to water supply, if thirty or forty men are at once put on the constructed race, to make good weak places and generally clean up, six to ten Government heads could be available for use in June. It is essential that the management should utilise the water as soon as possible, so as to be put in possession of a little revenue to pay the first expenses. It is impossible to tell for how long the engineer's completing estimate is made to carry the necessary maintenance of the whole works, probably not beyond the end of the three months estimated for the completing works. If this be so, there must be a deficiency in the spring in the Board's accounts. The wisest policy would be to relieve the Board from all responsibility on the score maintenance, by simply continuing control for a year or two in the Engineers' Department. The monies obtained by the Board as revenue could be paid direct into the Government account. A clear statement could be made monthly or quarterly, as in the administration of the railways, showing the financial position of the works. It would be impolitic to economise on the rate in its earlier stages too much, in order to make it pay a good return. It should be borne in mind that much superior work, which a private company would make the near-cost out of first profits, has been insisted upon; many think unnecessarily; by the engineers in the contract. Consequently, although the maintenance charge will be great for the first year, it will not be proportionately so great as on any other race constructed on the same field. The supply of water available for consumers during the early spring months must not be supposed to be very great. If, during August, September, and October, the watermen can deliver constantly thirty-seven Hogburn heads a very good start will have been made. From what can be learned at present, any quantity the race will carry will be readily competed for at a fair price.	[8, 650, 154, 1097]
telegram-item: New Zealand oats sold at 2s. 9d., in bond. The Ringarooma left for the Bluff with the San Francisco mail on the 7th instant.	[791, 391, 941, 419]
telegram-item: The Executive's minute, suggesting the appointment of R. B. Martin as permanent auctioneer to the Waste Land Board, was postponed for a week.	[791, 105, 941, 143]
court-item: Barclay v. Beckitt and Another.—The hearing of this case was, by consent, adjourned to March 20, at Maerewhenua—the plaintiff having met with a serious accident, and being unable to attend.	[318, 1232, 466, 1279]
race-result-row	[791, 1541, 941, 1569]
race-result-row	[791, 1325, 941, 1334]
article-paragraph: Last Friday, 3rd instant, his Reverence Father Royer visited Hyde. He had just returned from a tour of mission duty through his recently much enlarged and extensive parochial district. One of the principal reasons for his extension, as I believe, is that the Reverend Father should be enabled to devote a portion of his time to the spiritual wants of the Catholic Maories resident at Waikouaiti, Moeraki and other places—these places, along with Palmerston, being the late additions to his care. When the rev. gentleman reached here he was well (wet) worn out, weary from long journeyings to and fro in his district; but that did not seem to weigh anything with him, for he had scarcely dismounted till he visited the Catholic school, and held a pretty protracted examination of the children. It appeared to give him satisfaction, and he appeared pleased with the general educational status of the little ones, according to the various tests and opportunities for acquiring instruction. It was well on in the afternoon when he came, so he recruited for the night, and left early next morning for the Maniototo Plain, and there remained till on Sunday for Naseby, to which place he was anxious to return, having made a rather long stay on clerical duties. I think it is his intention to offer up Mass on Sunday, the 11th instant, at this place.	[475, 462, 623, 732]
race-results-day2	[791, 1476, 941, 1643]
race-entry: Trotting Match of 5 sovereigns, distance, one mile and a half.	[791, 1569, 941, 1588]
telegram-item: The licensed victuallers start an organ under Mosley's editorship.	[791, 719, 941, 738]
letter-address: (To the Editor of the Mount Ida Chronicle.)	[17, 1186, 145, 1196]
divider	[207, 1139, 265, 1140]
article-signature: Parthian.	[280, 1388, 309, 1398]
article-paragraph: St. David's Day was celebrated at	[327, 1471, 429, 1481]
byline: (From a correspondent.)	[355, 1343, 429, 1353]
race-result-row	[791, 1427, 941, 1436]
motto: But every desperate blockhead dares to write; Why not I—'Art of Poetry.'	[167, 47, 304, 66]
column-7	[950, 30, 1104, 1448]
race-placing: 2	[937, 1287, 941, 1297]
race-entry: Gilmour's b g Balland	[791, 1333, 858, 1343]
race-entry: Parson's Mystery, 8st 2lb	[791, 1513, 867, 1523]
subheading: CABLEGRAMS.	[832, 795, 900, 806]
